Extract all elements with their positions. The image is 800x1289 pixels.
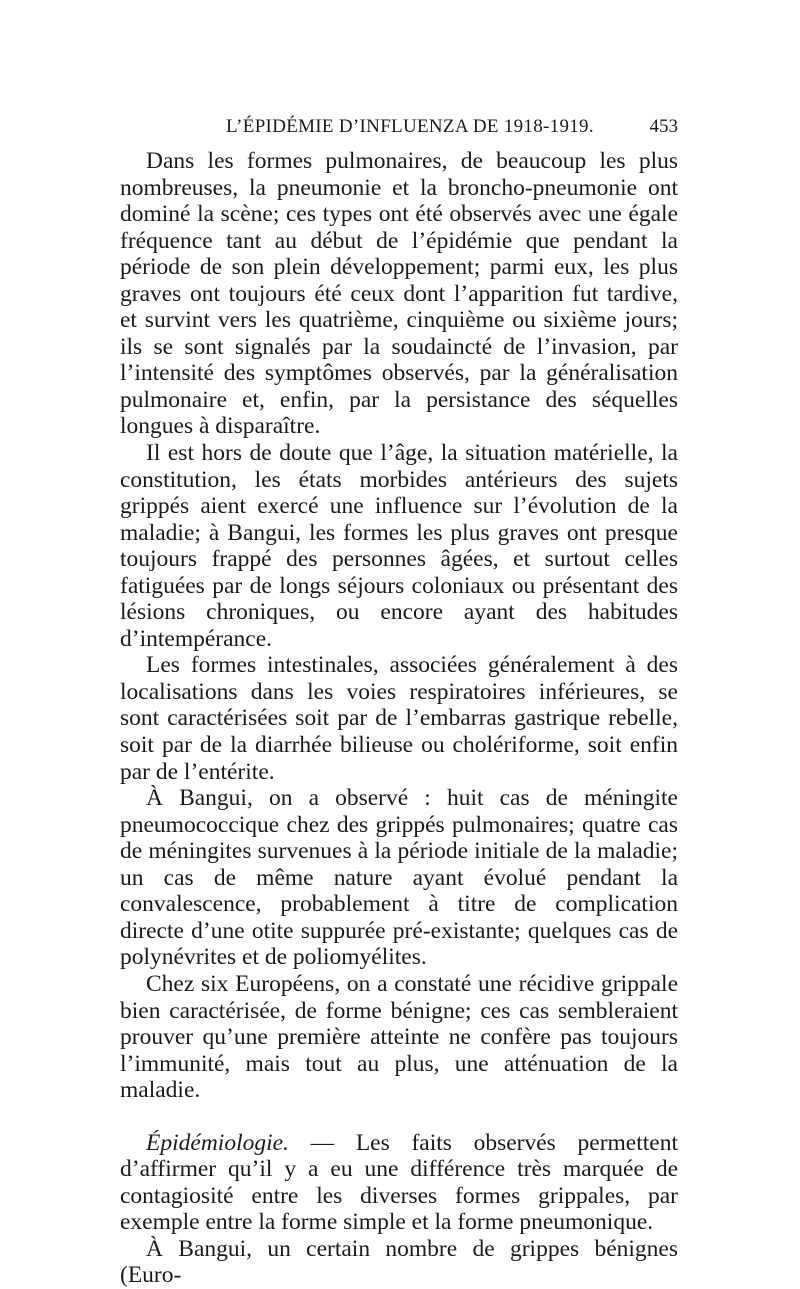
paragraph-pulmonary-forms: Dans les formes pulmonaires, de beaucoup les plus nombreuses, la pneumonie et la broncho-pneumonie ont dominé la scène; ces types ont été observés avec une égale fréquence tant au début de l’épidémie que pendant la période de son plein développement; parmi eux, les plus graves ont toujours été ceux dont l’apparition fut tardive, et survint vers les quatrième, cinquième ou sixième jours; ils se sont signalés par la soudaincté de l’invasion, par l’intensité des symptômes observés, par la généralisation pulmonaire et, enfin, par la persistance des séquelles longues à disparaître.	[120, 148, 678, 440]
section-epidemiology	[120, 1130, 678, 1236]
running-title: L’ÉPIDÉMIE D’INFLUENZA DE 1918-1919.	[226, 116, 594, 137]
section-title: Épidémiologie.	[146, 1129, 289, 1156]
paragraph-age-factors: Il est hors de doute que l’âge, la situation matérielle, la constitution, les états morbides antérieurs des sujets grippés aient exercé une influence sur l’évolution de la maladie; à Bangui, les formes les plus graves ont presque toujours frappé des personnes âgées, et surtout celles fatiguées par de longs séjours coloniaux ou présentant des lésions chroniques, ou encore ayant des habitudes d’intempérance.	[120, 440, 678, 652]
page-number: 453	[649, 116, 678, 137]
paragraph-intestinal-forms: Les formes intestinales, associées généralement à des localisations dans les voies respiratoires inférieures, se sont caractérisées soit par de l’embarras gastrique rebelle, soit par de la diarrhée bilieuse ou cholériforme, soit enfin par de l’entérite.	[120, 652, 678, 785]
paragraph-meningitis-cases: À Bangui, on a observé : huit cas de méningite pneumococcique chez des grippés pulmonaires; quatre cas de méningites survenues à la période initiale de la maladie; un cas de même nature ayant évolué pendant la convalescence, probablement à titre de complication directe d’une otite suppurée pré-existante; quelques cas de polynévrites et de poliomyélites.	[120, 785, 678, 971]
paragraph-bangui-benign: À Bangui, un certain nombre de grippes bénignes (Euro-	[120, 1235, 678, 1289]
page-header	[138, 116, 678, 146]
paragraph-recurrence: Chez six Européens, on a constaté une récidive grippale bien caractérisée, de forme bénigne; ces cas sembleraient prouver qu’une première atteinte ne confère pas toujours l’immunité, mais tout au plus, une atténuation de la maladie.	[120, 970, 678, 1104]
body-text	[120, 148, 678, 1289]
section-lead: — Les faits observés permettent d’affirmer qu’il y a eu une différence très marquée de contagiosité entre les diverses formes grippales, par exemple entre la forme simple et la forme pneumonique.	[120, 1129, 678, 1236]
